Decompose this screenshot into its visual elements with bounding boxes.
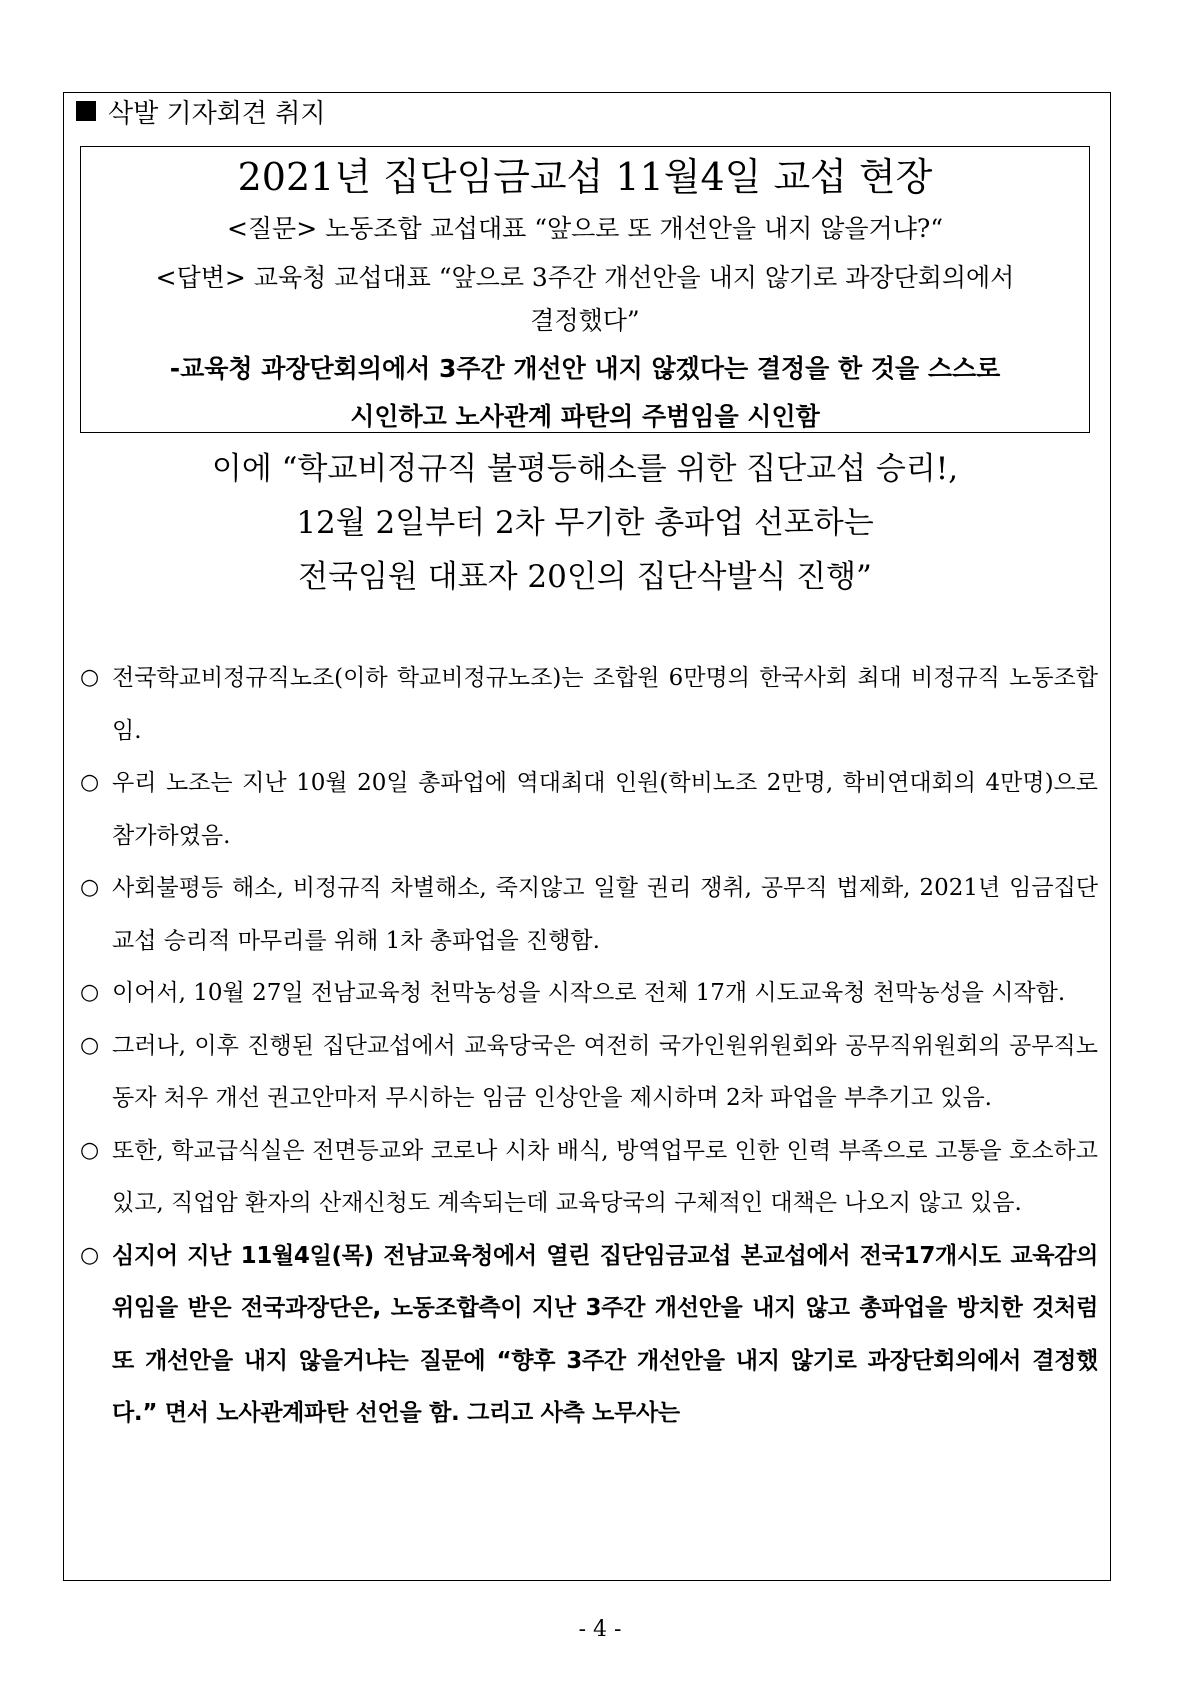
bullet-text: 전국학교비정규직노조(이하 학교비정규노조)는 조합원 6만명의 한국사회 최대 비정규직 노동조합임. — [112, 665, 1098, 744]
box-title: 2021년 집단임금교섭 11월4일 교섭 현장 — [237, 155, 933, 199]
list-item — [80, 967, 1098, 1020]
page-number: - 4 - — [578, 1617, 622, 1642]
filled-square-icon — [76, 101, 96, 121]
conclusion-line-1: -교육청 과장단회의에서 3주간 개선안 내지 않겠다는 결정을 한 것을 스스로 — [169, 354, 1001, 383]
answer-line-2: 결정했다” — [530, 306, 640, 335]
bullet-text: 사회불평등 해소, 비정규직 차별해소, 죽지않고 일할 권리 쟁취, 공무직 법제화, 2021년 임금집단교섭 승리적 마무리를 위해 1차 총파업을 진행함. — [112, 875, 1098, 954]
circle-bullet-icon: ○ — [80, 980, 100, 1005]
circle-bullet-icon: ○ — [80, 665, 100, 690]
section-header — [76, 92, 325, 130]
bullet-text: 우리 노조는 지난 10월 20일 총파업에 역대최대 인원(학비노조 2만명, 학비연대회의 4만명)으로 참가하였음. — [112, 770, 1098, 849]
announcement — [80, 442, 1090, 604]
list-item — [80, 757, 1098, 862]
list-item — [80, 862, 1098, 967]
circle-bullet-icon: ○ — [80, 1137, 100, 1163]
list-item — [80, 1020, 1098, 1125]
announcement-line-1: 이에 “학교비정규직 불평등해소를 위한 집단교섭 승리!, — [211, 451, 959, 487]
circle-bullet-icon: ○ — [80, 1242, 99, 1268]
bullet-text: 이어서, 10월 27일 전남교육청 천막농성을 시작으로 전체 17개 시도교육청 천막농성을 시작함. — [112, 980, 1066, 1006]
bullet-text: 심지어 지난 11월4일(목) 전남교육청에서 열린 집단임금교섭 본교섭에서 전국17개시도 교육감의 위임을 받은 전국과장단은, 노동조합측이 지난 3주간 개선안을 내지 않고 총파업을 방치한 것처럼 또 개선안을 내지 않을거냐는 질문에 “향후 3주간 개선안을 내지 않기로 과장단회의에서 결정했다.” 면서 노사관계파탄 선언을 함. 그리고 사측 노무사는 — [112, 1242, 1098, 1426]
circle-bullet-icon: ○ — [80, 1032, 100, 1058]
list-item — [80, 1125, 1098, 1230]
negotiation-summary-box — [80, 146, 1090, 433]
bullet-text: 또한, 학교급식실은 전면등교와 코로나 시차 배식, 방역업무로 인한 인력 부족으로 고통을 호소하고 있고, 직업암 환자의 산재신청도 계속되는데 교육당국의 구체적인 대책은 나오지 않고 있음. — [112, 1137, 1098, 1216]
bullet-list — [80, 652, 1098, 1440]
list-item — [80, 652, 1098, 757]
circle-bullet-icon: ○ — [80, 770, 100, 795]
conclusion-line-2: 시인하고 노사관계 파탄의 주범임을 시인함 — [350, 402, 820, 431]
section-header-label: 삭발 기자회견 취지 — [108, 98, 326, 129]
list-item-emphasis — [80, 1230, 1098, 1440]
question-line: <질문> 노동조합 교섭대표 “앞으로 또 개선안을 내지 않을거냐?“ — [226, 214, 944, 243]
announcement-line-2: 12월 2일부터 2차 무기한 총파업 선포하는 — [296, 505, 874, 541]
announcement-line-3: 전국임원 대표자 20인의 집단삭발식 진행” — [298, 559, 872, 595]
circle-bullet-icon: ○ — [80, 875, 100, 900]
bullet-text: 그러나, 이후 진행된 집단교섭에서 교육당국은 여전히 국가인원위원회와 공무직위원회의 공무직노동자 처우 개선 권고안마저 무시하는 임금 인상안을 제시하며 2차 파업을 부추기고 있음. — [112, 1032, 1098, 1111]
answer-line-1: <답변> 교육청 교섭대표 “앞으로 3주간 개선안을 내지 않기로 과장단회의에서 — [155, 263, 1015, 292]
